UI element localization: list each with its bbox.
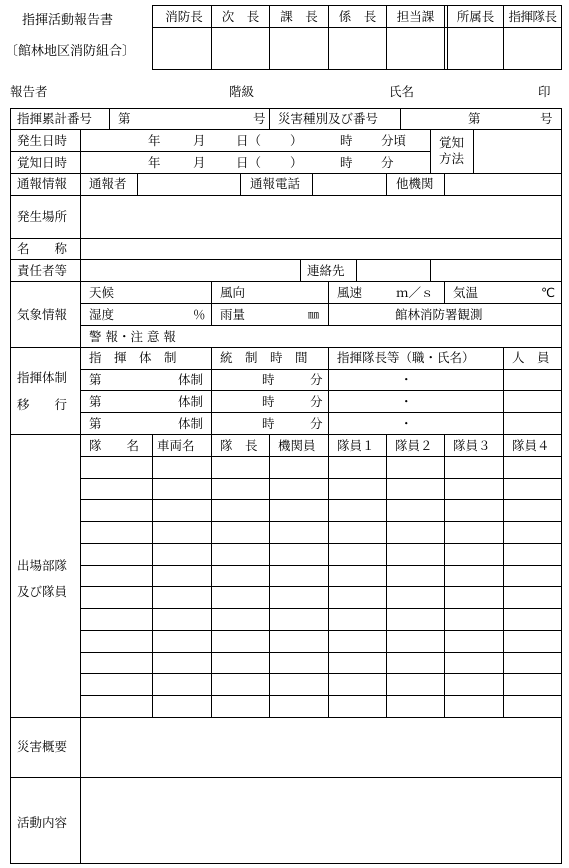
unit-row-line	[80, 543, 562, 544]
unit-row-line	[80, 499, 562, 500]
stamp-header-3: 課 長	[280, 9, 318, 24]
aware-method-line1: 覚知	[439, 135, 465, 150]
stamp-mid	[152, 27, 562, 28]
unit-row-line	[80, 478, 562, 479]
stamp-header-7: 指揮隊長	[508, 9, 557, 24]
unit-row-line	[80, 565, 562, 566]
stamp-bottom	[152, 69, 562, 70]
unit-row-line	[80, 586, 562, 587]
label-col-line	[80, 129, 81, 864]
unit-row-line	[80, 652, 562, 653]
stamp-top	[152, 5, 562, 6]
unit-row-line	[80, 630, 562, 631]
summary-label: 災害概要	[17, 739, 68, 754]
rank-label: 階級	[229, 84, 255, 99]
report-info-label: 通報情報	[17, 176, 68, 191]
seal-mark: 印	[538, 84, 551, 99]
reporter-label: 報告者	[10, 84, 48, 99]
unit-row-line	[80, 608, 562, 609]
activity-label: 活動内容	[17, 815, 68, 830]
org-name: 〔館林地区消防組合〕	[5, 44, 136, 59]
units-label-1: 出場部隊	[17, 558, 68, 573]
aware-label: 覚知日時	[17, 155, 68, 170]
command-label-1: 指揮体制	[17, 370, 68, 385]
disaster-type-label: 災害種別及び番号	[278, 111, 379, 126]
name-label: 氏名	[389, 84, 415, 99]
weather-label: 気象情報	[17, 307, 68, 322]
unit-row-line	[80, 456, 562, 457]
occur-label: 発生日時	[17, 133, 68, 148]
unit-row-line	[80, 521, 562, 522]
stamp-header-6: 所属長	[456, 9, 495, 24]
aware-method-line2: 方法	[439, 151, 465, 166]
form-right	[561, 108, 562, 864]
form-title: 指揮活動報告書	[22, 13, 114, 28]
stamp-header-4: 係 長	[338, 9, 377, 24]
responsible-label: 責任者等	[17, 263, 68, 278]
stamp-header-5: 担当課	[396, 9, 435, 24]
location-label: 発生場所	[17, 209, 68, 224]
stamp-header-1: 消防長	[165, 9, 203, 24]
command-label-2: 移 行	[17, 397, 68, 412]
cumulative-label: 指揮累計番号	[17, 111, 93, 126]
form-left	[10, 108, 11, 864]
name-row-label: 名 称	[17, 241, 68, 256]
stamp-header-2: 次 長	[221, 9, 260, 24]
units-label-2: 及び隊員	[17, 584, 68, 599]
unit-row-line	[80, 695, 562, 696]
unit-row-line	[80, 673, 562, 674]
